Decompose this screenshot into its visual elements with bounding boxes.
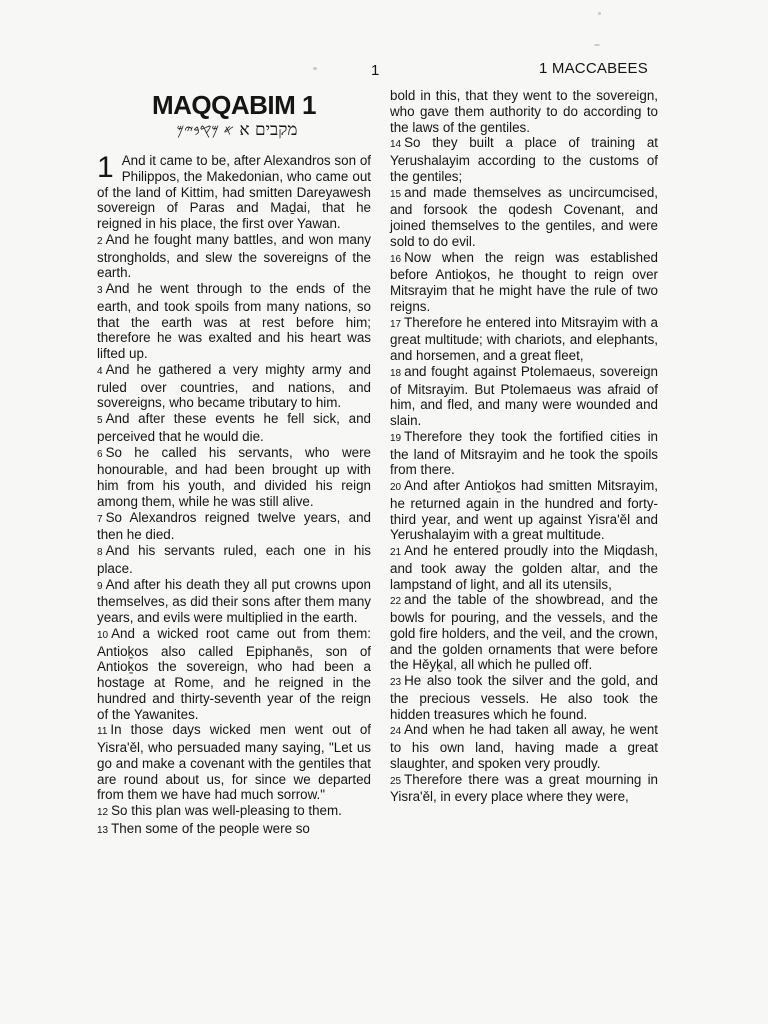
verse-number: 2 bbox=[97, 235, 103, 247]
scan-speck bbox=[598, 12, 601, 15]
verse bbox=[97, 577, 371, 626]
verse bbox=[390, 543, 658, 592]
verse-text: So Alexandros reigned twelve years, and then he died. bbox=[97, 509, 371, 543]
verse-1 bbox=[97, 153, 371, 232]
left-verse-list bbox=[97, 232, 371, 839]
verse-number: 7 bbox=[97, 513, 103, 525]
verse-number: 14 bbox=[390, 139, 402, 151]
verse bbox=[97, 821, 371, 839]
verse bbox=[390, 722, 658, 771]
page-number: 1 bbox=[371, 62, 380, 79]
verse-text: So they built a place of training at Yerushalayim according to the customs of the gentiles; bbox=[390, 135, 658, 184]
verse bbox=[97, 510, 371, 544]
verse bbox=[390, 673, 658, 722]
scan-speck bbox=[594, 44, 600, 46]
right-column bbox=[390, 88, 658, 805]
verse bbox=[390, 592, 658, 673]
verse-text: and fought against Ptolemaeus, sovereign of Mitsrayim. But Ptolemaeus was afraid of him, and fled, and many were wounded and slain. bbox=[390, 363, 658, 428]
verse bbox=[97, 232, 371, 281]
verse bbox=[97, 362, 371, 411]
verse bbox=[390, 772, 658, 806]
running-head: 1 MACCABEES bbox=[539, 60, 648, 77]
verse-text: And it came to be, after Alexandros son of Philippos, the Makedonian, who came out of the land of Kittim, had smitten Dareyawesh sovereign of Paras and Maḏai, that he reigned in his place, the first over Yawan. bbox=[97, 153, 371, 231]
verse-text: And a wicked root came out from them: Antioḵos also called Epiphanēs, son of Antioḵos the sovereign, who had been a hostage at Rome, and he reigned in the hundred and thirty-seventh year of the reign of the Yawanites. bbox=[97, 625, 371, 722]
verse-continuation: bold in this, that they went to the sovereign, who gave them authority to do according to the laws of the gentiles. bbox=[390, 88, 658, 135]
verse-text: and the table of the showbread, and the bowls for pouring, and the vessels, and the gold fire holders, and the veil, and the crown, and the golden ornaments that were before the Hěyḵal, all which he pulled off. bbox=[390, 592, 658, 673]
verse bbox=[97, 281, 371, 362]
verse-number: 8 bbox=[97, 547, 103, 558]
verse bbox=[390, 185, 658, 250]
verse bbox=[390, 315, 658, 364]
verse-text: So he called his servants, who were honourable, and had been brought up with him from his youth, and divided his reign among them, while he was still alive. bbox=[97, 444, 371, 509]
verse-text: And after Antioḵos had smitten Mitsrayim, he returned again in the hundred and forty-third year, and went up against Yisra'ěl and Yerushalayim with a great multitude. bbox=[390, 478, 658, 543]
chapter-dropcap: 1 bbox=[97, 151, 114, 184]
right-verse-list bbox=[390, 135, 658, 805]
verse-text: And his servants ruled, each one in his place. bbox=[97, 543, 371, 576]
verse-number: 23 bbox=[390, 677, 402, 688]
verse bbox=[97, 445, 371, 510]
verse-number: 13 bbox=[97, 824, 109, 836]
verse bbox=[390, 250, 658, 315]
verse-text: Then some of the people were so bbox=[111, 820, 310, 836]
left-column bbox=[97, 153, 371, 839]
verse-number: 19 bbox=[390, 432, 402, 444]
verse-number: 17 bbox=[390, 318, 402, 330]
verse-text: And when he had taken all away, he went to his own land, having made a great slaughter, and spoken very proudly. bbox=[390, 722, 658, 771]
verse-text: And after these events he fell sick, and perceived that he would die. bbox=[97, 411, 371, 444]
verse-number: 3 bbox=[97, 285, 103, 296]
verse-number: 9 bbox=[97, 580, 103, 592]
verse-text: Therefore he entered into Mitsrayim with a great multitude; with chariots, and elephants, and horsemen, and a great fleet, bbox=[390, 314, 658, 363]
verse bbox=[97, 543, 371, 577]
verse bbox=[390, 364, 658, 429]
verse-text: And he entered proudly into the Miqdash, and took away the golden altar, and the lampstand of light, and all its utensils, bbox=[390, 543, 658, 592]
verse-text: Therefore there was a great mourning in Yisra'ěl, in every place where they were, bbox=[390, 771, 658, 805]
verse-text: Now when the reign was established before Antioḵos, he thought to reign over Mitsrayim that he might have the rule of two reigns. bbox=[390, 249, 658, 314]
verse-text: And after his death they all put crowns upon themselves, as did their sons after them many years, and evils were multiplied in the earth. bbox=[97, 576, 371, 625]
verse-text: He also took the silver and the gold, and the precious vessels. He also took the hidden treasures which he found. bbox=[390, 673, 658, 722]
verse-text: In those days wicked men went out of Yisra'ěl, who persuaded many saying, "Let us go and make a covenant with the gentiles that are round about us, for since we departed from them we have had much sorrow." bbox=[97, 722, 371, 803]
verse-text: And he gathered a very mighty army and ruled over countries, and nations, and sovereigns, who became tributary to him. bbox=[97, 361, 371, 411]
verse-number: 12 bbox=[97, 807, 109, 818]
verse-number: 22 bbox=[390, 596, 402, 608]
verse bbox=[97, 411, 371, 445]
verse-number: 18 bbox=[390, 367, 402, 379]
verse-text: So this plan was well-pleasing to them. bbox=[111, 803, 342, 818]
verse-text: And he went through to the ends of the earth, and took spoils from many nations, so that the earth was at rest before him; therefore he was exalted and his heart was lifted up. bbox=[97, 281, 371, 361]
verse bbox=[97, 626, 371, 723]
verse bbox=[390, 429, 658, 478]
verse-text: Therefore they took the fortified cities in the land of Mitsrayim and he took the spoils from there. bbox=[390, 428, 658, 478]
verse-number: 15 bbox=[390, 188, 402, 200]
verse bbox=[390, 135, 658, 184]
verse-text: And he fought many battles, and won many strongholds, and slew the sovereigns of the earth. bbox=[97, 231, 371, 281]
verse-number: 11 bbox=[97, 726, 108, 738]
scan-speck bbox=[313, 67, 317, 70]
verse-number: 5 bbox=[97, 415, 103, 426]
verse bbox=[97, 722, 371, 803]
verse-number: 25 bbox=[390, 775, 402, 787]
verse-number: 16 bbox=[390, 253, 402, 265]
verse-number: 21 bbox=[390, 547, 402, 558]
verse-number: 4 bbox=[97, 365, 103, 377]
book-subtitle bbox=[97, 120, 371, 141]
paleo-hebrew-title-glyphs: 𐤀 𐤌𐤒𐤁𐤉𐤌 bbox=[176, 123, 234, 139]
verse-number: 20 bbox=[390, 482, 402, 493]
verse bbox=[97, 803, 371, 821]
book-title: MAQQABIM 1 bbox=[152, 90, 316, 120]
verse-number: 10 bbox=[97, 629, 109, 641]
verse-number: 24 bbox=[390, 726, 402, 738]
verse bbox=[390, 478, 658, 543]
hebrew-title: מקבים א bbox=[239, 120, 298, 140]
verse-text: and made themselves as uncircumcised, and forsook the qodesh Covenant, and joined themselves to the gentiles, and were sold to do evil. bbox=[390, 184, 658, 249]
verse-number: 6 bbox=[97, 448, 103, 460]
title-block bbox=[97, 90, 371, 141]
